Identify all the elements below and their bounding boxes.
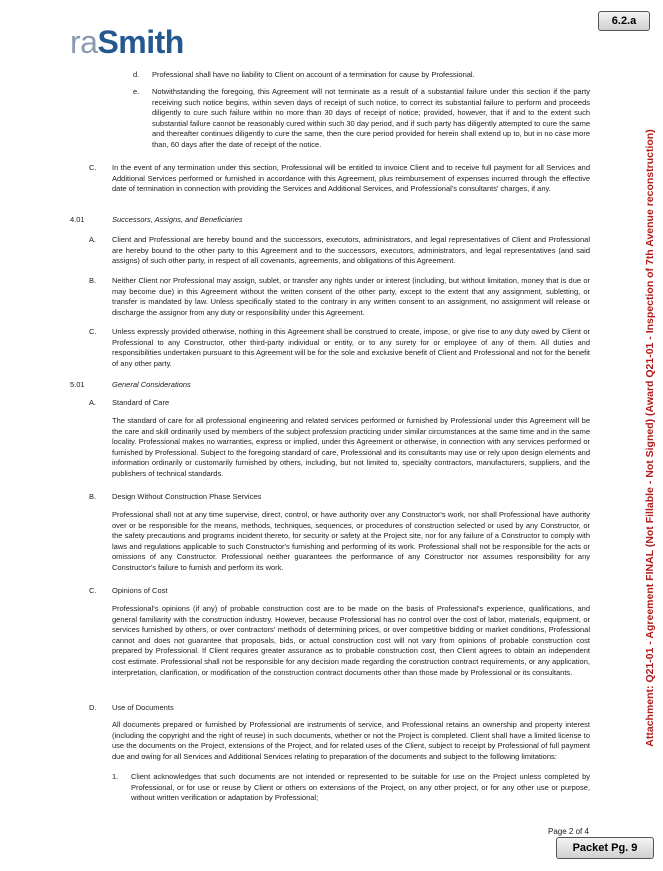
s501-b-text: Professional shall not at any time supervise, direct, control, or have authority over any Constructor's work, nor shall Professional have authority over or be responsible for the means, methods, techniques, sequences, or procedures of construction selected or used by any Constructor, or the safety precautions and programs incident thereto, for security or safety at the Project site, nor for any failure of a Constructor to comply with laws and regulations applicable to such Constructor's furnishing and performing of its work. Professional shall not be responsible for the acts or omissions of any Constructor. Professional neither guarantees the performance of any Constructor nor assumes responsibility for any Constructor's failure to furnish and perform its work.	[112, 510, 590, 572]
section-501-title: General Considerations	[112, 380, 191, 389]
packet-page-tag: Packet Pg. 9	[556, 837, 654, 859]
s401-b-label: B.	[89, 276, 97, 285]
s401-c-text: Unless expressly provided otherwise, nothing in this Agreement shall be construed to create, impose, or give rise to any duty owed by Client or Professional to any Constructor, other third-party individual or entity, or to any surety for or employee of any of them. All duties and responsibilities undertaken pursuant to this Agreement will be for the sole and exclusive benefit of Client and Professional and not for the benefit of any other party.	[112, 327, 590, 368]
s501-a-label: A.	[89, 398, 97, 407]
s401-c-label: C.	[89, 327, 97, 336]
item-c-label: C.	[89, 163, 97, 172]
s501-c-title: Opinions of Cost	[112, 586, 168, 595]
section-401-number: 4.01	[70, 215, 85, 224]
s501-d-title: Use of Documents	[112, 703, 174, 712]
item-e-label: e.	[133, 87, 140, 96]
s501-d-text: All documents prepared or furnished by Professional are instruments of service, and Professional retains an ownership and property interest (including the copyright and the right of reuse) in such documents, whether or not the Project is completed. Client shall have a limited license to use the documents on the Project, extensions of the Project, and for related uses of the Client, subject to receipt by Professional of full payment due and owing for all Services and Additional Services relating to preparation of the documents and subject to the following limitations:	[112, 720, 590, 761]
s401-b-text: Neither Client nor Professional may assign, sublet, or transfer any rights under or interest (including, but without limitation, money that is due or may become due) in this Agreement without the written consent of the other party, except to the extent that any assignment, subletting, or transfer is mandated by law. Unless specifically stated to the contrary in any written consent to an assignment, no assignment will release or discharge the assignor from any duty or responsibility under this Agreement.	[112, 276, 590, 317]
s501-a-text: The standard of care for all professional engineering and related services performed or furnished by Professional under this Agreement will be the care and skill ordinarily used by members of the subject profession practicing under similar circumstances at the same time and in the same locality. Professional makes no warranties, express or implied, under this Agreement or otherwise, in connection with any services performed or furnished by Professional. Subject to the foregoing standard of care, Professional and its consultants may use or rely upon design elements and information ordinarily or customarily furnished by others, including, but not limited to, specialty contractors, manufacturers, suppliers, and the publishers of technical standards.	[112, 416, 590, 478]
item-d-label: d.	[133, 70, 140, 79]
s501-b-label: B.	[89, 492, 97, 501]
page-tag: 6.2.a	[598, 11, 650, 31]
section-501-number: 5.01	[70, 380, 85, 389]
attachment-sidebar-label: Attachment: Q21-01 - Agreement FINAL (Not Fillable - Not Signed) (Award Q21-01 - Inspection of 7th Avenue reconstruction)	[644, 129, 656, 747]
item-d-text: Professional shall have no liability to Client on account of a termination for cause by Professional.	[152, 70, 475, 79]
item-e-text: Notwithstanding the foregoing, this Agreement will not terminate as a result of a substantial failure under this section if the party receiving such notice begins, within seven days of receipt of such notice, to correct its substantial failure to perform and proceeds diligently to cure such failure within no more than 30 days of receipt of notice; provided, however, that if and to the extent such substantial failure cannot be reasonably cured within such 30 day period, and if such party has diligently attempted to cure the same and thereafter continues diligently to cure the same, then the cure period provided for herein shall extend up to, but in no case more than, 60 days after the date of receipt of the notice.	[152, 87, 590, 149]
s501-c-label: C.	[89, 586, 97, 595]
s501-d1-text: Client acknowledges that such documents are not intended or represented to be suitable for use on the Project unless completed by Professional, or for use or reuse by Client or others on extensions of the Project, on any other project, or for any other use or purpose, without written verification or adaptation by Professional;	[131, 772, 590, 803]
item-c-text: In the event of any termination under this section, Professional will be entitled to invoice Client and to receive full payment for all Services and Additional Services performed or furnished in accordance with this Agreement, plus reimbursement of expenses incurred through the effective date of termination in connection with providing the Services and Additional Services, and Professional's consultants' charges, if any.	[112, 163, 590, 194]
s501-c-text: Professional's opinions (if any) of probable construction cost are to be made on the basis of Professional's experience, qualifications, and general familiarity with the construction industry. However, because Professional has no control over the cost of labor, materials, equipment, or services furnished by others, or over contractors' methods of determining prices, or over competitive bidding or market conditions, Professional cannot and does not guarantee that proposals, bids, or actual construction cost will not vary from opinions of probable construction cost prepared by Professional. If Client requires greater assurance as to probable construction cost, then Client agrees to obtain an independent cost estimate. Professional shall not be responsible for any decision made regarding the construction contract requirements, or any application, interpretation, clarification, or modification of the construction contract documents other than those made by Professional or its consultants.	[112, 604, 590, 677]
s501-d-label: D.	[89, 703, 97, 712]
logo-ra: ra	[70, 24, 98, 60]
s401-a-label: A.	[89, 235, 97, 244]
section-401-title: Successors, Assigns, and Beneficiaries	[112, 215, 243, 224]
s401-a-text: Client and Professional are hereby bound and the successors, executors, administrators, and legal representatives of Client and Professional are hereby bound to the other party to this Agreement and to the successors, executors, administrators, and legal representatives (and said assigns) of such other party, in respect of all covenants, agreements, and obligations of this Agreement.	[112, 235, 590, 266]
s501-d1-label: 1.	[112, 772, 119, 781]
page-number: Page 2 of 4	[548, 827, 589, 836]
logo-smith: Smith	[97, 24, 184, 60]
s501-b-title: Design Without Construction Phase Services	[112, 492, 262, 501]
s501-a-title: Standard of Care	[112, 398, 170, 407]
